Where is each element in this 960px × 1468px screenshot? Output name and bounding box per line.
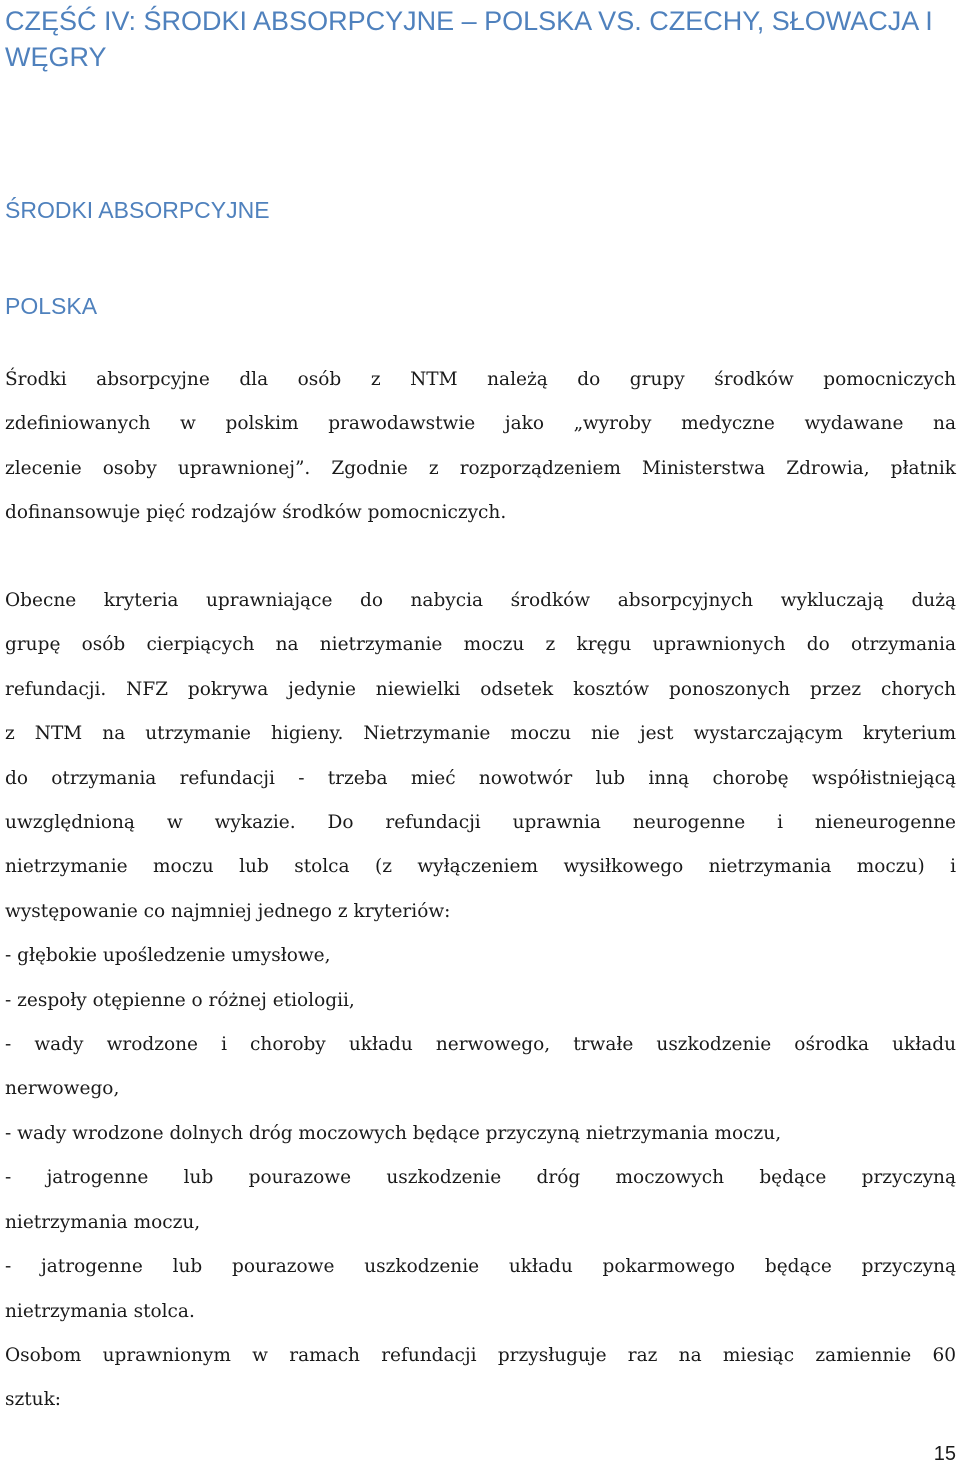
- paragraph-line: Osobom uprawnionym w ramach refundacji przysługuje raz na miesiąc zamiennie 60: [5, 1344, 956, 1366]
- list-item: - wady wrodzone i choroby układu nerwowego, trwałe uszkodzenie ośrodka układu: [5, 1034, 956, 1056]
- list-item: - jatrogenne lub pourazowe uszkodzenie układu pokarmowego będące przyczyną: [5, 1256, 956, 1278]
- paragraph-line: uwzględnioną w wykazie. Do refundacji uprawnia neurogenne i nieneurogenne: [5, 812, 956, 834]
- paragraph-line: grupę osób cierpiących na nietrzymanie moczu z kręgu uprawnionych do otrzymania: [5, 634, 956, 656]
- list-item: - jatrogenne lub pourazowe uszkodzenie dróg moczowych będące przyczyną: [5, 1167, 956, 1189]
- list-item-continuation: nietrzymania stolca.: [5, 1300, 195, 1322]
- paragraph-line: dofinansowuje pięć rodzajów środków pomocniczych.: [5, 502, 507, 524]
- list-item-continuation: nerwowego,: [5, 1078, 120, 1100]
- list-item: - zespoły otępienne o różnej etiologii,: [5, 989, 355, 1011]
- section-title: ŚRODKI ABSORPCYJNE: [5, 197, 270, 223]
- list-item: - wady wrodzone dolnych dróg moczowych będące przyczyną nietrzymania moczu,: [5, 1122, 782, 1144]
- paragraph-line: Obecne kryteria uprawniające do nabycia środków absorpcyjnych wykluczają dużą: [5, 590, 956, 611]
- subsection-title: POLSKA: [5, 293, 98, 319]
- paragraph-2: [5, 579, 956, 1423]
- paragraph-line: zdefiniowanych w polskim prawodawstwie jako „wyroby medyczne wydawane na: [5, 413, 956, 435]
- paragraph-line: z NTM na utrzymanie higieny. Nietrzymanie moczu nie jest wystarczającym kryterium: [5, 723, 956, 745]
- paragraph-line: refundacji. NFZ pokrywa jedynie niewielki odsetek kosztów ponoszonych przez chorych: [5, 678, 956, 700]
- paragraph-1: [5, 358, 956, 536]
- paragraph-line: zlecenie osoby uprawnionej”. Zgodnie z rozporządzeniem Ministerstwa Zdrowia, płatnik: [5, 457, 956, 479]
- paragraph-line: Środki absorpcyjne dla osób z NTM należą do grupy środków pomocniczych: [5, 369, 956, 390]
- chapter-title: [5, 3, 956, 75]
- list-item-continuation: nietrzymania moczu,: [5, 1211, 201, 1233]
- paragraph-line: do otrzymania refundacji - trzeba mieć nowotwór lub inną chorobę współistniejącą: [5, 767, 956, 789]
- paragraph-line: sztuk:: [5, 1389, 62, 1411]
- paragraph-line: nietrzymanie moczu lub stolca (z wyłączeniem wysiłkowego nietrzymania moczu) i: [5, 856, 956, 878]
- page-number: 15: [933, 1443, 956, 1465]
- paragraph-line: występowanie co najmniej jednego z kryteriów:: [5, 900, 451, 922]
- chapter-title-line1: CZĘŚĆ IV: ŚRODKI ABSORPCYJNE – POLSKA VS. CZECHY, SŁOWACJA I: [5, 6, 933, 36]
- chapter-title-line2: WĘGRY: [5, 42, 107, 72]
- list-item: - głębokie upośledzenie umysłowe,: [5, 945, 331, 967]
